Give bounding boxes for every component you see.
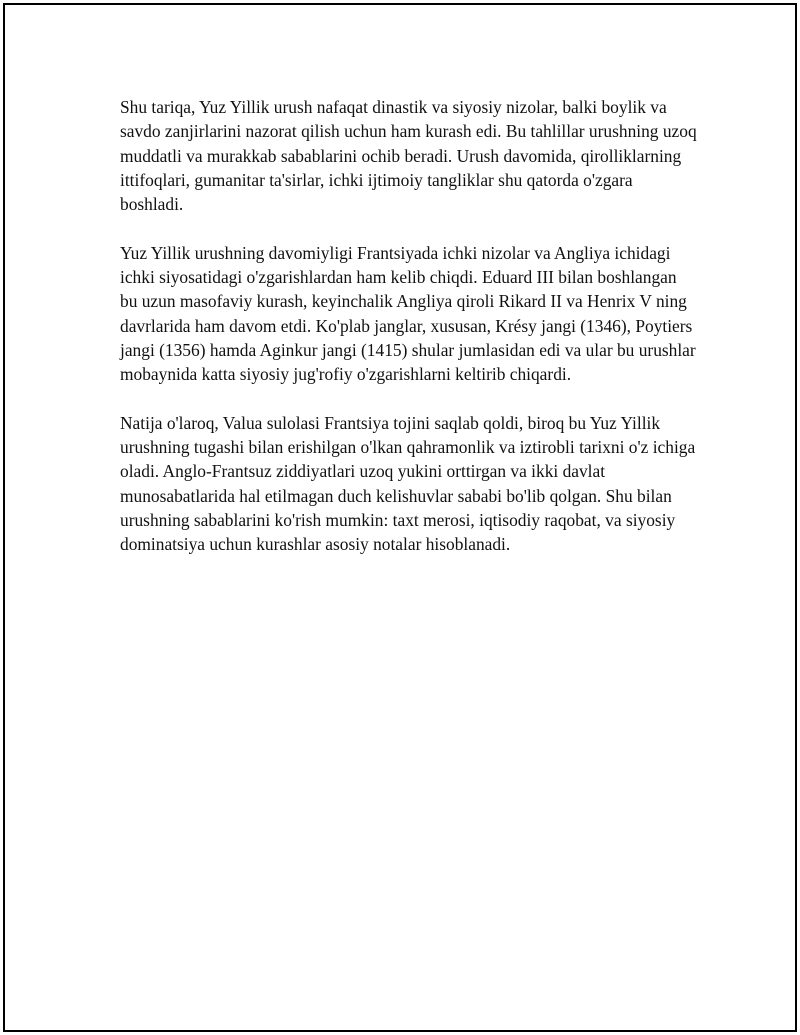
document-body bbox=[120, 95, 698, 581]
paragraph-3: Natija o'laroq, Valua sulolasi Frantsiya tojini saqlab qoldi, biroq bu Yuz Yillik urushning tugashi bilan erishilgan o'lkan qahramonlik va iztirobli tarixni o'z ichiga oladi. Anglo-Frantsuz ziddiyatlari uzoq yukini orttirgan va ikki davlat munosabatlarida hal etilmagan duch kelishuvlar sababi bo'lib qolgan. Shu bilan urushning sabablarini ko'rish mumkin: taxt merosi, iqtisodiy raqobat, va siyosiy dominatsiya uchun kurashlar asosiy notalar hisoblanadi. bbox=[120, 412, 696, 555]
document-page bbox=[3, 3, 797, 1032]
paragraph-2: Yuz Yillik urushning davomiyligi Frantsiyada ichki nizolar va Angliya ichidagi ichki siyosatidagi o'zgarishlardan ham kelib chiqdi. Eduard III bilan boshlangan bu uzun masofaviy kurash, keyinchalik Angliya qiroli Rikard II va Henrix V ning davrlarida ham davom etdi. Ko'plab janglar, xususan, Krésy jangi (1346), Poytiers jangi (1356) hamda Aginkur jangi (1415) shular jumlasidan edi va ular bu urushlar mobaynida katta siyosiy jug'rofiy o'zgarishlarni keltirib chiqardi. bbox=[120, 242, 696, 385]
paragraph-1: Shu tariqa, Yuz Yillik urush nafaqat dinastik va siyosiy nizolar, balki boylik va savdo zanjirlarini nazorat qilish uchun ham kurash edi. Bu tahlillar urushning uzoq muddatli va murakkab sabablarini ochib beradi. Urush davomida, qirolliklarning ittifoqlari, gumanitar ta'sirlar, ichki ijtimoiy tangliklar shu qatorda o'zgara boshladi. bbox=[120, 97, 697, 215]
